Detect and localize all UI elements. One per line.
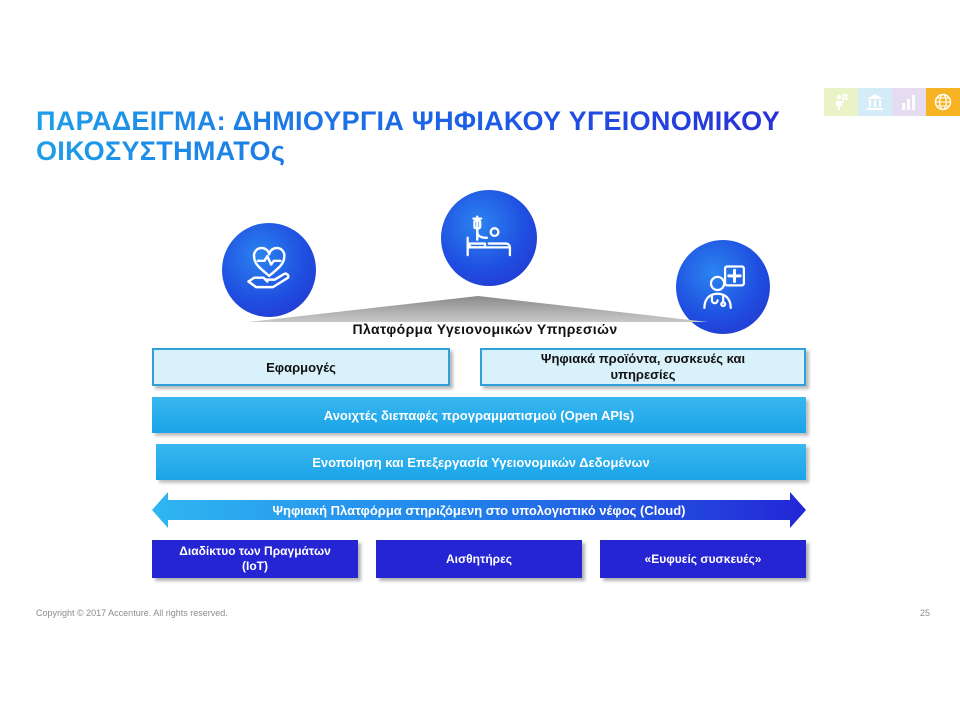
platform-roof <box>248 296 708 322</box>
sensors-box <box>376 540 582 578</box>
open-apis-bar <box>152 397 806 433</box>
cloud-label: Ψηφιακή Πλατφόρμα στηριζόμενη στο υπολογιστικό νέφος (Cloud) <box>272 502 686 518</box>
iot-label: Διαδίκτυο των Πραγμάτων (IoT) <box>179 544 331 573</box>
copyright-text: Copyright © 2017 Accenture. All rights reserved. <box>36 608 228 618</box>
sensors-label: Αισθητήρες <box>445 552 513 566</box>
page-number: 25 <box>919 608 930 618</box>
smart-devices-label: «Ευφυείς συσκευές» <box>644 552 762 566</box>
corner-icon-strip <box>824 88 960 116</box>
platform-label: Πλατφόρμα Υγειονομικών Υπηρεσιών <box>352 321 618 337</box>
cloud-arrow <box>152 492 806 528</box>
slide-title-line2: ΟΙΚΟΣΥΣΤΗΜΑΤΟς <box>36 136 286 166</box>
apps-box <box>152 348 450 386</box>
bar-chart-icon <box>892 88 926 116</box>
globe-icon <box>926 88 960 116</box>
slide-title-line1: ΠΑΡΑΔΕΙΓΜΑ: ΔΗΜΙΟΥΡΓΙΑ ΨΗΦΙΑΚΟΥ ΥΓΕΙΟΝΟΜΙΚΟΥ <box>36 106 781 136</box>
digital-products-label: Ψηφιακά προϊόντα, συσκευές και υπηρεσίες <box>540 351 746 382</box>
data-integration-bar <box>156 444 806 480</box>
person-flag-icon <box>824 88 858 116</box>
hospital-bed-icon <box>441 190 537 286</box>
apps-label: Εφαρμογές <box>266 359 336 375</box>
slide-title <box>36 106 816 166</box>
smart-devices-box <box>600 540 806 578</box>
digital-products-box <box>480 348 806 386</box>
iot-box <box>152 540 358 578</box>
data-integration-label: Ενοποίηση και Επεξεργασία Υγειονομικών Δεδομένων <box>312 454 650 470</box>
open-apis-label: Ανοιχτές διεπαφές προγραμματισμού (Open APIs) <box>323 407 635 423</box>
bank-icon <box>858 88 892 116</box>
